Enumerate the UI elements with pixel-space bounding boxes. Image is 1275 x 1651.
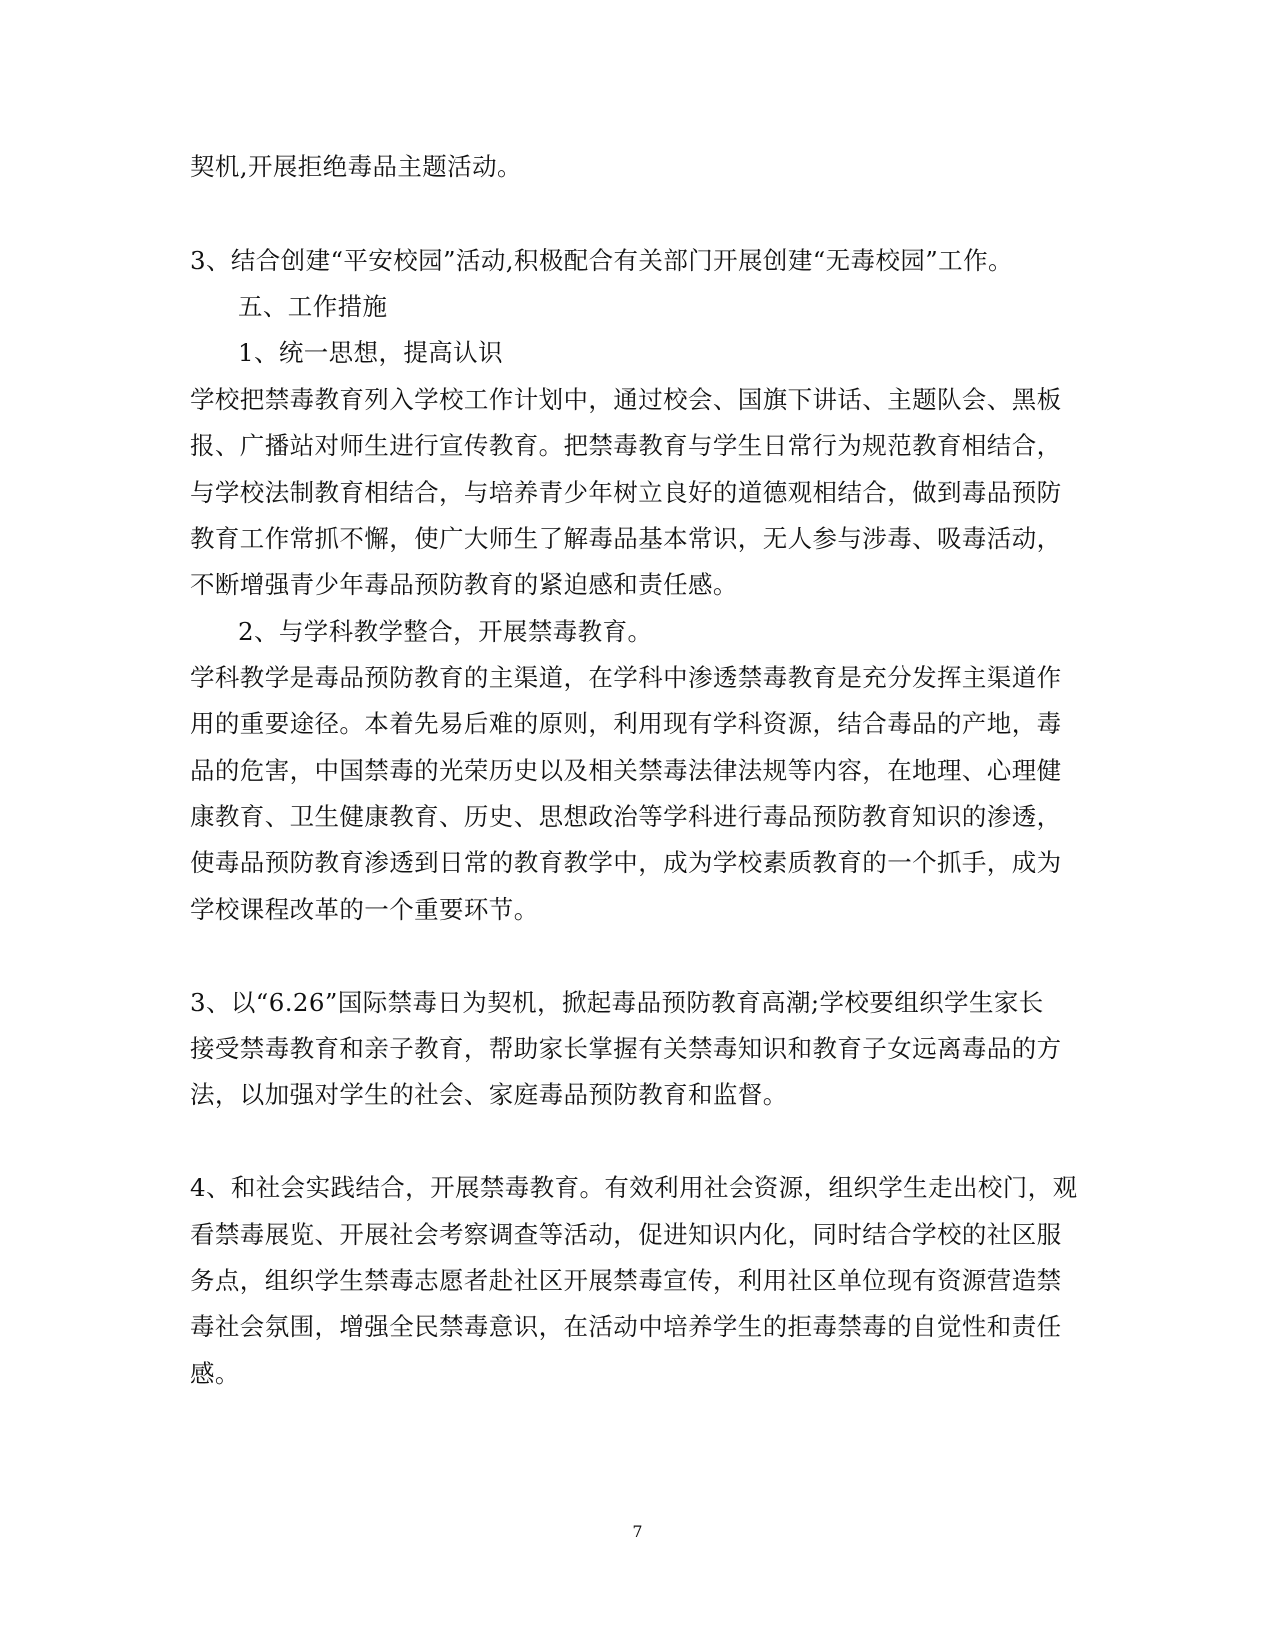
text-line: 与学校法制教育相结合，与培养青少年树立良好的道德观相结合，做到毒品预防: [190, 478, 1062, 507]
text-line: 法，以加强对学生的社会、家庭毒品预防教育和监督。: [190, 1080, 788, 1109]
text-line: 学科教学是毒品预防教育的主渠道，在学科中渗透禁毒教育是充分发挥主渠道作: [190, 663, 1062, 692]
text-line: 务点，组织学生禁毒志愿者赴社区开展禁毒宣传，利用社区单位现有资源营造禁: [190, 1266, 1062, 1295]
text-line: 品的危害，中国禁毒的光荣历史以及相关禁毒法律法规等内容，在地理、心理健: [190, 756, 1062, 785]
text-line: 3、以“6.26”国际禁毒日为契机，掀起毒品预防教育高潮;学校要组织学生家长: [190, 988, 1044, 1017]
text-line: 教育工作常抓不懈，使广大师生了解毒品基本常识，无人参与涉毒、吸毒活动，: [190, 524, 1062, 553]
subsection-heading: 2、与学科教学整合，开展禁毒教育。: [238, 617, 653, 646]
section-heading: 五、工作措施: [238, 292, 388, 321]
text-line: 用的重要途径。本着先易后难的原则，利用现有学科资源，结合毒品的产地，毒: [190, 709, 1062, 738]
text-line: 学校把禁毒教育列入学校工作计划中，通过校会、国旗下讲话、主题队会、黑板: [190, 385, 1062, 414]
text-line: 学校课程改革的一个重要环节。: [190, 895, 539, 924]
text-line: 接受禁毒教育和亲子教育，帮助家长掌握有关禁毒知识和教育子女远离毒品的方: [190, 1034, 1062, 1063]
text-line: 3、结合创建“平安校园”活动,积极配合有关部门开展创建“无毒校园”工作。: [190, 246, 1013, 275]
text-line: 感。: [190, 1359, 240, 1388]
text-line: 4、和社会实践结合，开展禁毒教育。有效利用社会资源，组织学生走出校门，观: [190, 1173, 1078, 1202]
text-line: 不断增强青少年毒品预防教育的紧迫感和责任感。: [190, 570, 738, 599]
text-line: 契机,开展拒绝毒品主题活动。: [190, 152, 522, 181]
text-line: 报、广播站对师生进行宣传教育。把禁毒教育与学生日常行为规范教育相结合，: [190, 431, 1062, 460]
text-line: 看禁毒展览、开展社会考察调查等活动，促进知识内化，同时结合学校的社区服: [190, 1220, 1062, 1249]
text-line: 使毒品预防教育渗透到日常的教育教学中，成为学校素质教育的一个抓手，成为: [190, 848, 1062, 877]
page-number: 7: [632, 1522, 643, 1541]
subsection-heading: 1、统一思想，提高认识: [238, 338, 503, 367]
text-line: 康教育、卫生健康教育、历史、思想政治等学科进行毒品预防教育知识的渗透，: [190, 802, 1062, 831]
text-line: 毒社会氛围，增强全民禁毒意识，在活动中培养学生的拒毒禁毒的自觉性和责任: [190, 1312, 1062, 1341]
